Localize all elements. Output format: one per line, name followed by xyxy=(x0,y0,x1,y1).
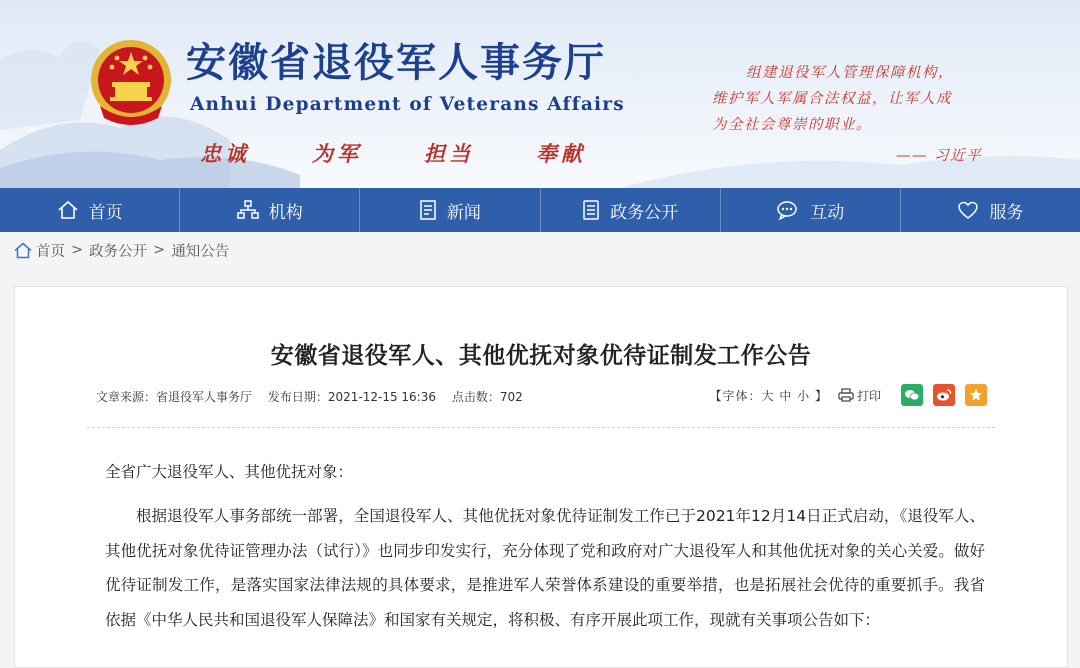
nav-label: 政务公开 xyxy=(610,202,679,223)
nav-label: 服务 xyxy=(989,202,1024,223)
nav-item-interaction[interactable] xyxy=(720,188,900,232)
home-icon xyxy=(57,200,79,220)
list-doc-icon xyxy=(582,200,600,220)
article-title: 安徽省退役军人、其他优抚对象优待证制发工作公告 xyxy=(270,343,812,369)
motto-2: 为军 xyxy=(312,141,362,166)
motto-4: 奉献 xyxy=(536,141,586,166)
home-icon xyxy=(14,242,32,259)
national-emblem-icon xyxy=(88,36,174,128)
print-button[interactable] xyxy=(838,387,881,404)
breadcrumb-home[interactable]: 首页 xyxy=(36,243,65,260)
nav-item-government-affairs[interactable] xyxy=(540,188,720,232)
article-paragraph: 根据退役军人事务部统一部署，全国退役军人、其他优抚对象优待证制发工作已于2021年12月14日正式启动，《退役军人、其他优抚对象优待证管理办法（试行）》也同步印发实行，充分体现了党和政府对广大退役军人和其他优抚对象的关心关爱。做好优待证制发工作，是落实国家法律法规的具体要求，是推进军人荣誉体系建设的重要举措，也是拓展社会优待的重要抓手。我省依据《中华人民共和国退役军人保障法》和国家有关规定，将积极、有序开展此项工作，现就有关事项公告如下： xyxy=(105,507,985,629)
article-click-count: 点击数：702 xyxy=(451,390,523,404)
document-icon xyxy=(419,200,437,220)
article-tools xyxy=(710,384,987,406)
font-size-selector[interactable]: 【字体：大 中 小 】 xyxy=(709,388,828,403)
breadcrumb-notices[interactable]: 通知公告 xyxy=(171,243,230,260)
site-header xyxy=(0,0,1080,188)
nav-item-home[interactable] xyxy=(0,188,179,232)
org-chart-icon xyxy=(237,200,259,220)
quote-line-2: 维护军人军属合法权益，让军人成 xyxy=(712,91,952,107)
article-date: 发布日期：2021-12-15 16:36 xyxy=(267,390,436,404)
main-nav xyxy=(0,188,1080,232)
meta-divider xyxy=(87,427,995,428)
article-source: 文章来源：省退役军人事务厅 xyxy=(96,390,253,404)
chat-icon xyxy=(776,200,800,220)
nav-item-services[interactable] xyxy=(900,188,1080,232)
nav-label: 互动 xyxy=(810,202,845,223)
breadcrumb-separator: > xyxy=(71,242,84,258)
breadcrumb xyxy=(0,232,1080,268)
weibo-share-icon[interactable] xyxy=(933,384,955,406)
wechat-share-icon[interactable] xyxy=(901,384,923,406)
printer-icon xyxy=(838,388,854,402)
favorite-star-icon[interactable] xyxy=(965,384,987,406)
article-meta xyxy=(96,388,535,405)
nav-item-organization[interactable] xyxy=(179,188,359,232)
print-label: 打印 xyxy=(856,388,881,403)
article-salutation: 全省广大退役军人、其他优抚对象： xyxy=(105,463,354,481)
nav-label: 机构 xyxy=(268,202,303,223)
nav-label: 首页 xyxy=(88,202,123,223)
quote-line-3: 为全社会尊崇的职业。 xyxy=(712,117,872,133)
leader-quote xyxy=(712,60,1012,138)
site-title-english: Anhui Department of Veterans Affairs xyxy=(190,94,625,115)
motto-3: 担当 xyxy=(424,141,474,166)
quote-line-1: 组建退役军人管理保障机构， xyxy=(746,65,954,81)
nav-item-news[interactable] xyxy=(359,188,539,232)
breadcrumb-separator: > xyxy=(153,242,166,258)
nav-label: 新闻 xyxy=(446,202,481,223)
heart-icon xyxy=(957,200,979,220)
quote-author: —— 习近平 xyxy=(896,148,983,164)
motto-1: 忠诚 xyxy=(200,141,250,166)
site-title: 安徽省退役军人事务厅 xyxy=(186,39,606,86)
article-card xyxy=(14,286,1068,668)
breadcrumb-government-affairs[interactable]: 政务公开 xyxy=(89,243,148,260)
